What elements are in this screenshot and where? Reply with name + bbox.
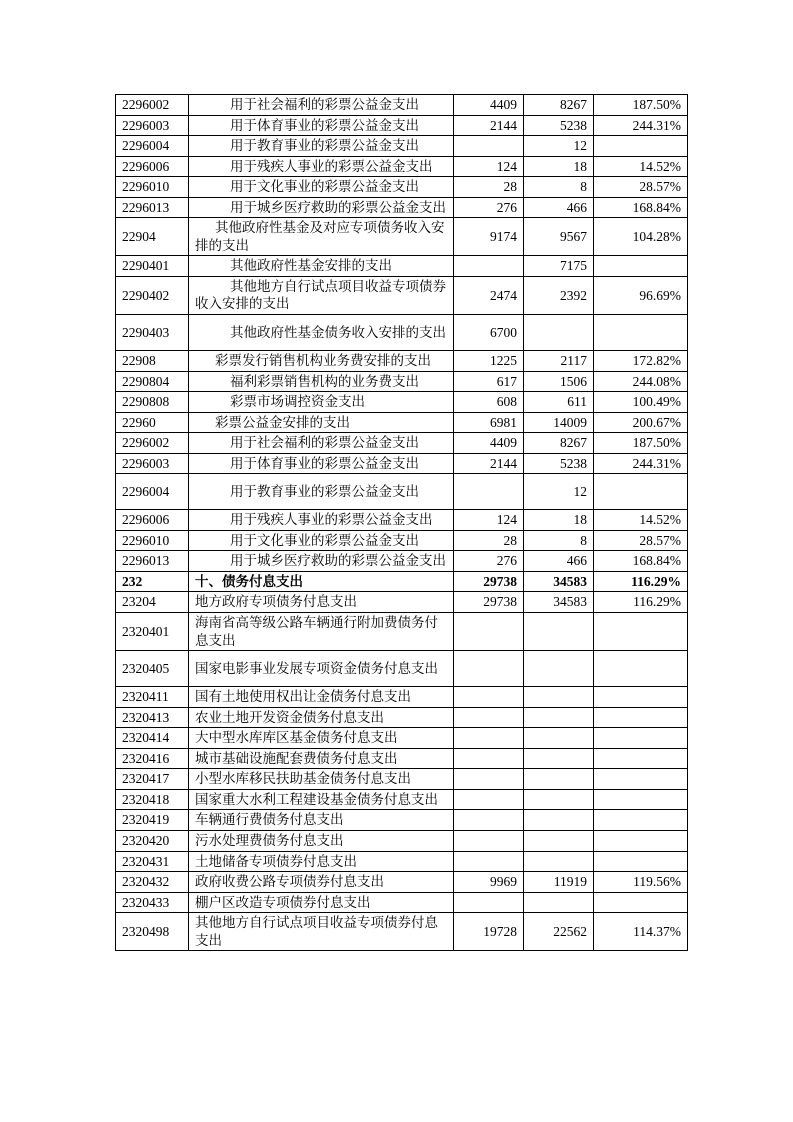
code-cell: 232 bbox=[116, 571, 189, 592]
code-cell: 2320411 bbox=[116, 687, 189, 708]
ratio-cell: 116.29% bbox=[594, 571, 688, 592]
code-cell: 2296003 bbox=[116, 115, 189, 136]
table-row bbox=[116, 530, 688, 551]
amount1-cell: 2144 bbox=[454, 453, 524, 474]
table-row bbox=[116, 474, 688, 510]
desc-cell: 彩票市场调控资金支出 bbox=[189, 392, 454, 413]
code-cell: 2320401 bbox=[116, 613, 189, 651]
amount1-cell: 276 bbox=[454, 197, 524, 218]
code-cell: 2290804 bbox=[116, 371, 189, 392]
code-cell: 2290403 bbox=[116, 315, 189, 351]
ratio-cell bbox=[594, 687, 688, 708]
code-cell: 2296006 bbox=[116, 510, 189, 531]
table-row bbox=[116, 276, 688, 314]
amount1-cell: 124 bbox=[454, 510, 524, 531]
amount2-cell bbox=[524, 315, 594, 351]
amount2-cell bbox=[524, 613, 594, 651]
ratio-cell bbox=[594, 707, 688, 728]
ratio-cell: 168.84% bbox=[594, 551, 688, 572]
ratio-cell: 119.56% bbox=[594, 872, 688, 893]
amount2-cell: 2392 bbox=[524, 276, 594, 314]
amount2-cell: 5238 bbox=[524, 453, 594, 474]
desc-cell: 用于城乡医疗救助的彩票公益金支出 bbox=[189, 551, 454, 572]
code-cell: 2320418 bbox=[116, 789, 189, 810]
desc-cell: 棚户区改造专项债券付息支出 bbox=[189, 892, 454, 913]
ratio-cell bbox=[594, 892, 688, 913]
desc-cell: 小型水库移民扶助基金债务付息支出 bbox=[189, 769, 454, 790]
table-row bbox=[116, 256, 688, 277]
desc-cell: 其他地方自行试点项目收益专项债券付息支出 bbox=[189, 913, 454, 951]
budget-table-body bbox=[116, 95, 688, 951]
code-cell: 2296003 bbox=[116, 453, 189, 474]
ratio-cell bbox=[594, 474, 688, 510]
ratio-cell bbox=[594, 851, 688, 872]
ratio-cell: 114.37% bbox=[594, 913, 688, 951]
amount2-cell: 1506 bbox=[524, 371, 594, 392]
table-row bbox=[116, 592, 688, 613]
amount2-cell: 5238 bbox=[524, 115, 594, 136]
table-row bbox=[116, 433, 688, 454]
table-row bbox=[116, 197, 688, 218]
amount2-cell bbox=[524, 789, 594, 810]
desc-cell: 十、债务付息支出 bbox=[189, 571, 454, 592]
ratio-cell: 14.52% bbox=[594, 510, 688, 531]
amount1-cell: 6700 bbox=[454, 315, 524, 351]
ratio-cell: 96.69% bbox=[594, 276, 688, 314]
table-row bbox=[116, 371, 688, 392]
table-row bbox=[116, 315, 688, 351]
desc-cell: 其他政府性基金及对应专项债务收入安排的支出 bbox=[189, 218, 454, 256]
desc-cell: 海南省高等级公路车辆通行附加费债务付息支出 bbox=[189, 613, 454, 651]
amount1-cell bbox=[454, 651, 524, 687]
amount1-cell bbox=[454, 707, 524, 728]
desc-cell: 用于教育事业的彩票公益金支出 bbox=[189, 136, 454, 157]
code-cell: 2296013 bbox=[116, 551, 189, 572]
ratio-cell: 28.57% bbox=[594, 530, 688, 551]
table-row bbox=[116, 571, 688, 592]
amount1-cell bbox=[454, 728, 524, 749]
desc-cell: 其他政府性基金债务收入安排的支出 bbox=[189, 315, 454, 351]
ratio-cell bbox=[594, 830, 688, 851]
code-cell: 22960 bbox=[116, 412, 189, 433]
code-cell: 2320413 bbox=[116, 707, 189, 728]
amount2-cell: 8267 bbox=[524, 95, 594, 116]
amount2-cell: 18 bbox=[524, 156, 594, 177]
desc-cell: 彩票公益金安排的支出 bbox=[189, 412, 454, 433]
budget-table bbox=[115, 94, 688, 951]
amount1-cell: 28 bbox=[454, 530, 524, 551]
amount1-cell: 29738 bbox=[454, 592, 524, 613]
table-row bbox=[116, 789, 688, 810]
ratio-cell: 116.29% bbox=[594, 592, 688, 613]
amount2-cell bbox=[524, 748, 594, 769]
table-row bbox=[116, 115, 688, 136]
desc-cell: 污水处理费债务付息支出 bbox=[189, 830, 454, 851]
amount1-cell: 4409 bbox=[454, 433, 524, 454]
ratio-cell: 187.50% bbox=[594, 95, 688, 116]
code-cell: 2320419 bbox=[116, 810, 189, 831]
table-row bbox=[116, 872, 688, 893]
table-row bbox=[116, 95, 688, 116]
amount2-cell bbox=[524, 810, 594, 831]
amount2-cell: 2117 bbox=[524, 351, 594, 372]
amount1-cell: 6981 bbox=[454, 412, 524, 433]
ratio-cell bbox=[594, 728, 688, 749]
desc-cell: 城市基础设施配套费债务付息支出 bbox=[189, 748, 454, 769]
code-cell: 2320431 bbox=[116, 851, 189, 872]
amount1-cell: 124 bbox=[454, 156, 524, 177]
amount2-cell: 34583 bbox=[524, 571, 594, 592]
amount2-cell: 8267 bbox=[524, 433, 594, 454]
amount1-cell: 608 bbox=[454, 392, 524, 413]
amount1-cell: 9174 bbox=[454, 218, 524, 256]
desc-cell: 其他地方自行试点项目收益专项债券收入安排的支出 bbox=[189, 276, 454, 314]
amount1-cell bbox=[454, 687, 524, 708]
amount2-cell: 12 bbox=[524, 136, 594, 157]
table-row bbox=[116, 177, 688, 198]
amount1-cell: 1225 bbox=[454, 351, 524, 372]
ratio-cell: 187.50% bbox=[594, 433, 688, 454]
table-row bbox=[116, 810, 688, 831]
amount1-cell: 276 bbox=[454, 551, 524, 572]
amount2-cell: 34583 bbox=[524, 592, 594, 613]
desc-cell: 用于文化事业的彩票公益金支出 bbox=[189, 530, 454, 551]
amount2-cell bbox=[524, 728, 594, 749]
code-cell: 2320405 bbox=[116, 651, 189, 687]
desc-cell: 政府收费公路专项债券付息支出 bbox=[189, 872, 454, 893]
table-row bbox=[116, 392, 688, 413]
desc-cell: 用于城乡医疗救助的彩票公益金支出 bbox=[189, 197, 454, 218]
table-row bbox=[116, 748, 688, 769]
ratio-cell bbox=[594, 613, 688, 651]
table-row bbox=[116, 218, 688, 256]
table-row bbox=[116, 728, 688, 749]
ratio-cell: 14.52% bbox=[594, 156, 688, 177]
amount2-cell: 7175 bbox=[524, 256, 594, 277]
amount1-cell bbox=[454, 892, 524, 913]
amount2-cell: 11919 bbox=[524, 872, 594, 893]
code-cell: 2296002 bbox=[116, 433, 189, 454]
table-row bbox=[116, 913, 688, 951]
table-row bbox=[116, 351, 688, 372]
amount1-cell: 29738 bbox=[454, 571, 524, 592]
table-row bbox=[116, 892, 688, 913]
code-cell: 2320417 bbox=[116, 769, 189, 790]
amount1-cell: 28 bbox=[454, 177, 524, 198]
amount1-cell: 19728 bbox=[454, 913, 524, 951]
table-row bbox=[116, 830, 688, 851]
code-cell: 2320414 bbox=[116, 728, 189, 749]
code-cell: 2320433 bbox=[116, 892, 189, 913]
code-cell: 2290402 bbox=[116, 276, 189, 314]
desc-cell: 用于残疾人事业的彩票公益金支出 bbox=[189, 510, 454, 531]
ratio-cell: 168.84% bbox=[594, 197, 688, 218]
code-cell: 2296010 bbox=[116, 530, 189, 551]
amount1-cell bbox=[454, 748, 524, 769]
code-cell: 2320498 bbox=[116, 913, 189, 951]
desc-cell: 大中型水库库区基金债务付息支出 bbox=[189, 728, 454, 749]
table-row bbox=[116, 136, 688, 157]
amount2-cell: 611 bbox=[524, 392, 594, 413]
amount1-cell: 2144 bbox=[454, 115, 524, 136]
code-cell: 2296010 bbox=[116, 177, 189, 198]
table-row bbox=[116, 707, 688, 728]
code-cell: 2290808 bbox=[116, 392, 189, 413]
ratio-cell bbox=[594, 651, 688, 687]
ratio-cell: 28.57% bbox=[594, 177, 688, 198]
code-cell: 2296002 bbox=[116, 95, 189, 116]
amount2-cell: 22562 bbox=[524, 913, 594, 951]
ratio-cell bbox=[594, 256, 688, 277]
code-cell: 2296006 bbox=[116, 156, 189, 177]
desc-cell: 彩票发行销售机构业务费安排的支出 bbox=[189, 351, 454, 372]
table-row bbox=[116, 769, 688, 790]
amount1-cell: 2474 bbox=[454, 276, 524, 314]
amount1-cell bbox=[454, 851, 524, 872]
desc-cell: 国家电影事业发展专项资金债务付息支出 bbox=[189, 651, 454, 687]
amount2-cell bbox=[524, 830, 594, 851]
code-cell: 2296004 bbox=[116, 474, 189, 510]
amount1-cell bbox=[454, 830, 524, 851]
amount2-cell: 8 bbox=[524, 177, 594, 198]
ratio-cell: 244.31% bbox=[594, 115, 688, 136]
desc-cell: 福利彩票销售机构的业务费支出 bbox=[189, 371, 454, 392]
amount2-cell bbox=[524, 687, 594, 708]
amount2-cell bbox=[524, 851, 594, 872]
desc-cell: 用于体育事业的彩票公益金支出 bbox=[189, 453, 454, 474]
amount2-cell bbox=[524, 892, 594, 913]
desc-cell: 用于文化事业的彩票公益金支出 bbox=[189, 177, 454, 198]
ratio-cell: 200.67% bbox=[594, 412, 688, 433]
code-cell: 22908 bbox=[116, 351, 189, 372]
code-cell: 2320416 bbox=[116, 748, 189, 769]
desc-cell: 用于社会福利的彩票公益金支出 bbox=[189, 433, 454, 454]
amount1-cell bbox=[454, 789, 524, 810]
ratio-cell: 244.08% bbox=[594, 371, 688, 392]
table-row bbox=[116, 687, 688, 708]
amount1-cell bbox=[454, 810, 524, 831]
desc-cell: 车辆通行费债务付息支出 bbox=[189, 810, 454, 831]
desc-cell: 用于残疾人事业的彩票公益金支出 bbox=[189, 156, 454, 177]
ratio-cell bbox=[594, 136, 688, 157]
amount2-cell: 9567 bbox=[524, 218, 594, 256]
table-row bbox=[116, 156, 688, 177]
table-row bbox=[116, 412, 688, 433]
desc-cell: 用于体育事业的彩票公益金支出 bbox=[189, 115, 454, 136]
code-cell: 2320420 bbox=[116, 830, 189, 851]
amount1-cell bbox=[454, 474, 524, 510]
ratio-cell bbox=[594, 769, 688, 790]
amount2-cell: 14009 bbox=[524, 412, 594, 433]
code-cell: 2296013 bbox=[116, 197, 189, 218]
ratio-cell: 104.28% bbox=[594, 218, 688, 256]
amount1-cell bbox=[454, 613, 524, 651]
amount2-cell: 8 bbox=[524, 530, 594, 551]
table-row bbox=[116, 851, 688, 872]
desc-cell: 地方政府专项债务付息支出 bbox=[189, 592, 454, 613]
ratio-cell: 244.31% bbox=[594, 453, 688, 474]
code-cell: 2296004 bbox=[116, 136, 189, 157]
table-row bbox=[116, 453, 688, 474]
amount2-cell bbox=[524, 651, 594, 687]
amount2-cell: 466 bbox=[524, 551, 594, 572]
ratio-cell bbox=[594, 810, 688, 831]
desc-cell: 农业土地开发资金债务付息支出 bbox=[189, 707, 454, 728]
code-cell: 23204 bbox=[116, 592, 189, 613]
table-row bbox=[116, 551, 688, 572]
amount1-cell bbox=[454, 136, 524, 157]
ratio-cell bbox=[594, 315, 688, 351]
amount2-cell: 466 bbox=[524, 197, 594, 218]
amount1-cell: 4409 bbox=[454, 95, 524, 116]
ratio-cell bbox=[594, 748, 688, 769]
code-cell: 2290401 bbox=[116, 256, 189, 277]
amount1-cell: 617 bbox=[454, 371, 524, 392]
amount1-cell: 9969 bbox=[454, 872, 524, 893]
table-row bbox=[116, 651, 688, 687]
code-cell: 22904 bbox=[116, 218, 189, 256]
ratio-cell: 100.49% bbox=[594, 392, 688, 413]
ratio-cell bbox=[594, 789, 688, 810]
desc-cell: 国有土地使用权出让金债务付息支出 bbox=[189, 687, 454, 708]
amount1-cell bbox=[454, 256, 524, 277]
table-row bbox=[116, 510, 688, 531]
desc-cell: 用于社会福利的彩票公益金支出 bbox=[189, 95, 454, 116]
amount2-cell bbox=[524, 707, 594, 728]
amount2-cell: 12 bbox=[524, 474, 594, 510]
desc-cell: 土地储备专项债券付息支出 bbox=[189, 851, 454, 872]
desc-cell: 其他政府性基金安排的支出 bbox=[189, 256, 454, 277]
amount2-cell: 18 bbox=[524, 510, 594, 531]
ratio-cell: 172.82% bbox=[594, 351, 688, 372]
desc-cell: 用于教育事业的彩票公益金支出 bbox=[189, 474, 454, 510]
amount2-cell bbox=[524, 769, 594, 790]
table-row bbox=[116, 613, 688, 651]
amount1-cell bbox=[454, 769, 524, 790]
desc-cell: 国家重大水利工程建设基金债务付息支出 bbox=[189, 789, 454, 810]
code-cell: 2320432 bbox=[116, 872, 189, 893]
